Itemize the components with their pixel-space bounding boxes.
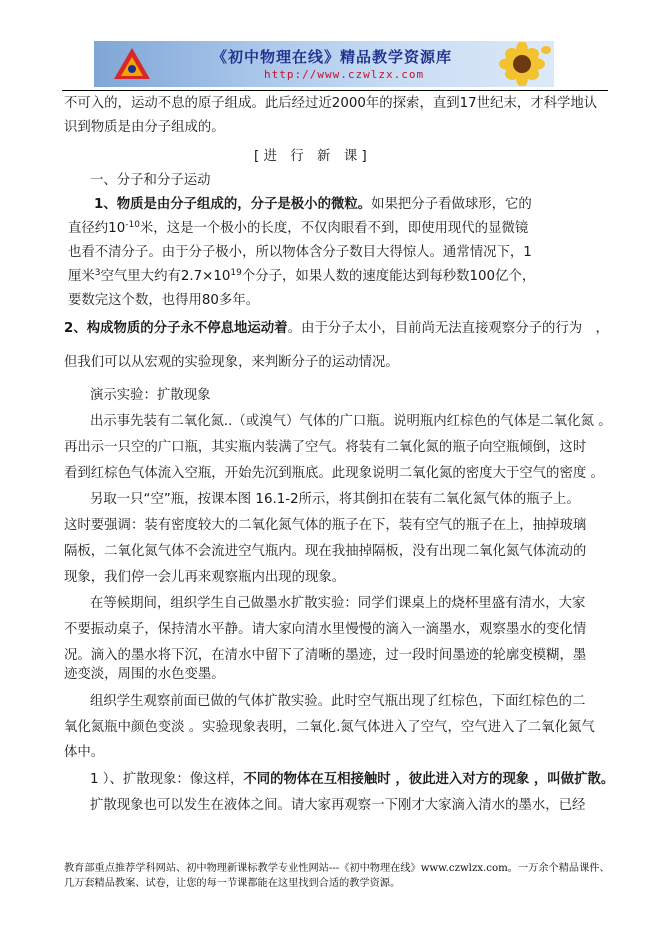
paragraph-line (94, 196, 532, 214)
body-line: 况。滴入的墨水将下沉，在清水中留下了清晰的墨迹，过一段时间墨迹的轮廓变模糊，墨 (64, 648, 587, 663)
site-logo-icon (110, 45, 154, 83)
exponent: 19 (230, 268, 242, 278)
body-text: 如果把分子看做球形，它的 (371, 197, 532, 212)
body-line: 但我们可以从宏观的实验现象，来判断分子的运动情况。 (64, 355, 399, 370)
body-text: 个分子，如果人数的速度能达到每秒数100亿个， (241, 269, 536, 284)
body-line: 识到物质是由分子组成的。 (64, 120, 225, 135)
footer-line: 教育部重点推荐学科网站、初中物理新课标教学专业性网站---《初中物理在线》www.czwlzx.com。一万余个精品课件、 (64, 863, 610, 874)
banner-url[interactable]: http://www.czwlzx.com (264, 68, 425, 81)
sunflower-icon (488, 42, 552, 86)
body-line: 再出示一只空的广口瓶，其实瓶内装满了空气。将装有二氧化氮的瓶子向空瓶倾倒，这时 (64, 440, 587, 455)
body-line: 不可入的，运动不息的原子组成。此后经过近2000年的探索，直到17世纪末，才科学地认 (64, 96, 598, 111)
footer-line: 几万套精品教案、试卷，让您的每一节课都能在这里找到合适的教学资源。 (64, 878, 401, 889)
body-line: 迹变淡，周围的水色变墨。 (64, 667, 225, 682)
body-text: 厘米 (68, 269, 95, 284)
exponent: 3 (94, 268, 101, 278)
body-text: 1 ）、扩散现象：像这样， (90, 772, 244, 787)
demo-title: 演示实验：扩散现象 (90, 388, 211, 403)
emphasis-text: 不同的物体在互相接触时 ，彼此进入对方的现象 ，叫做扩散。 (243, 772, 615, 787)
body-line: 出示事先装有二氧化氮..（或溴气）气体的广口瓶。说明瓶内红棕色的气体是二氧化氮 。 (90, 414, 612, 429)
emphasis-text: 1、物质是由分子组成的，分子是极小的微粒。 (94, 197, 372, 212)
body-line: 现象，我们停一会儿再来观察瓶内出现的现象。 (64, 570, 346, 585)
header-rule (62, 90, 608, 91)
body-text: 空气里大约有2.7×10 (100, 269, 231, 284)
body-text: 。由于分子太小，目前尚无法直接观察分子的行为 ， (287, 321, 609, 336)
body-line: 也看不清分子。由于分子极小，所以物体含分子数目大得惊人。通常情况下，1 (68, 245, 532, 260)
body-line: 另取一只“空”瓶，按课本图 16.1-2所示，将其倒扣在装有二氧化氮气体的瓶子上。 (90, 492, 580, 507)
body-line: 组织学生观察前面已做的气体扩散实验。此时空气瓶出现了红棕色，下面红棕色的二 (90, 694, 586, 709)
body-line: 氧化氮瓶中颜色变淡 。实验现象表明，二氧化.氮气体进入了空气，空气进入了二氧化氮气 (64, 720, 595, 735)
exponent: -10 (125, 220, 140, 230)
section-title: 一、分子和分子运动 (90, 173, 211, 188)
banner-title: 《初中物理在线》精品教学资源库 (212, 48, 453, 66)
body-text: 米，这是一个极小的长度，不仅肉眼看不到，即使用现代的显微镜 (139, 221, 529, 236)
body-line: 要数完这个数，也得用80多年。 (68, 293, 260, 308)
body-line: 看到红棕色气体流入空瓶，开始先沉到瓶底。此现象说明二氧化氮的密度大于空气的密度 。 (64, 466, 604, 481)
emphasis-text: 2、构成物质的分子永不停息地运动着 (64, 321, 288, 336)
section-heading: [ 进 行 新 课 ] (254, 149, 367, 164)
paragraph-line (68, 220, 528, 238)
body-line: 扩散现象也可以发生在液体之间。请大家再观察一下刚才大家滴入清水的墨水，已经 (90, 798, 586, 813)
body-text: 直径约10 (68, 221, 126, 236)
header-banner (94, 41, 554, 87)
body-line: 体中。 (64, 745, 105, 760)
body-line: 隔板，二氧化氮气体不会流进空气瓶内。现在我抽掉隔板，没有出现二氧化氮气体流动的 (64, 544, 587, 559)
body-line: 这时要强调：装有密度较大的二氧化氮气体的瓶子在下，装有空气的瓶子在上，抽掉玻璃 (64, 518, 587, 533)
paragraph-line (90, 771, 614, 789)
paragraph-line (68, 268, 535, 286)
body-line: 在等候期间，组织学生自己做墨水扩散实验：同学们课桌上的烧杯里盛有清水，大家 (90, 596, 586, 611)
body-line: 不要振动桌子，保持清水平静。请大家向清水里慢慢的滴入一滴墨水，观察墨水的变化情 (64, 622, 587, 637)
paragraph-line (64, 320, 609, 338)
